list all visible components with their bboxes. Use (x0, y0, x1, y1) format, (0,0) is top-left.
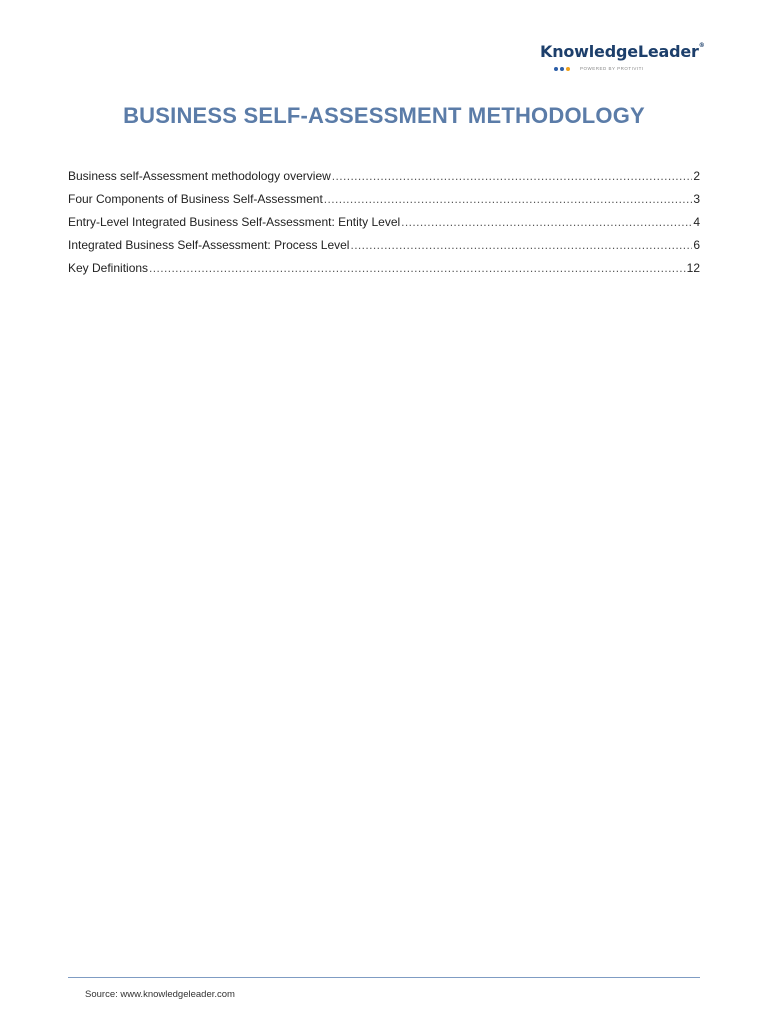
toc-entry-page: 12 (686, 261, 700, 275)
toc-entry[interactable] (68, 260, 700, 283)
toc-entry[interactable] (68, 168, 700, 191)
toc-entry-label: Business self-Assessment methodology overview (68, 169, 331, 183)
page-title: BUSINESS SELF-ASSESSMENT METHODOLOGY (123, 103, 645, 128)
toc-entry-page: 3 (693, 192, 700, 206)
toc-entry-label: Four Components of Business Self-Assessment (68, 192, 323, 206)
logo-dot-icon (554, 67, 558, 71)
toc-entry-label: Entry-Level Integrated Business Self-Assessment: Entity Level (68, 215, 401, 229)
logo-dot-icon (560, 67, 564, 71)
toc-entry-label: Key Definitions (68, 261, 149, 275)
knowledgeleader-logo (540, 42, 705, 71)
footer-divider (68, 977, 700, 978)
toc-dot-leader (149, 260, 686, 276)
toc-dot-leader (350, 237, 692, 253)
logo-tagline-row (540, 66, 700, 71)
logo-dot-icon (566, 67, 570, 71)
logo-text: KnowledgeLeader (540, 42, 699, 61)
toc-entry-label: Integrated Business Self-Assessment: Process Level (68, 238, 350, 252)
toc-entry-page: 2 (693, 169, 700, 183)
toc-entry-page: 4 (693, 215, 700, 229)
logo-wordmark (540, 42, 705, 61)
toc-entry[interactable] (68, 214, 700, 237)
table-of-contents (68, 168, 700, 283)
toc-entry-page: 6 (693, 238, 700, 252)
toc-dot-leader (401, 214, 692, 230)
logo-trademark: ® (698, 42, 705, 49)
logo-tagline: POWERED BY PROTIVITI (580, 66, 644, 71)
toc-dot-leader (332, 168, 693, 184)
toc-entry[interactable] (68, 237, 700, 260)
toc-dot-leader (324, 191, 693, 207)
footer-source: Source: www.knowledgeleader.com (85, 989, 235, 1000)
toc-entry[interactable] (68, 191, 700, 214)
